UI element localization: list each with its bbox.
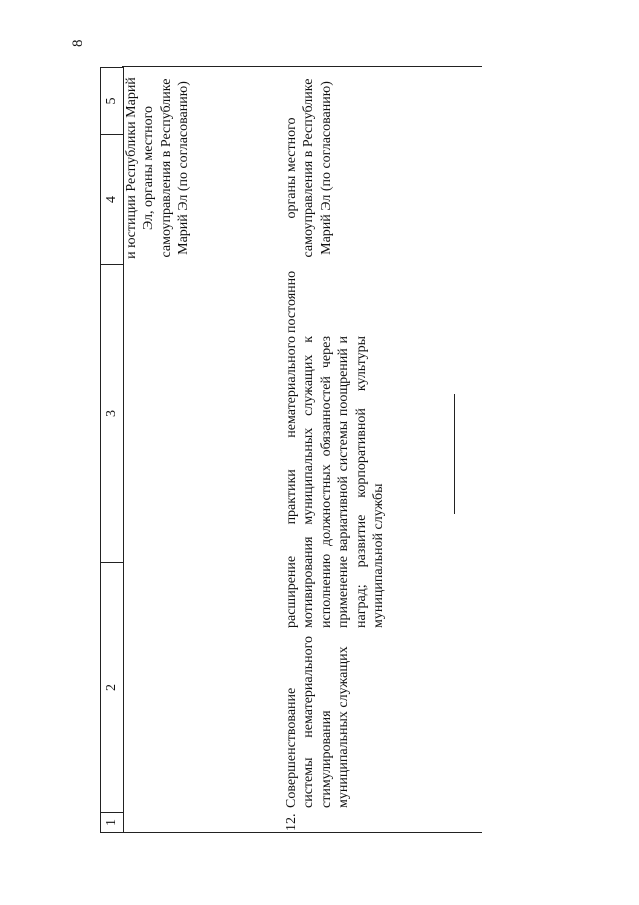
- table-left-border: [122, 832, 482, 833]
- end-of-document-line: [454, 394, 455, 514]
- table-header-row: [100, 67, 124, 833]
- continued-responsible-cell: и юстиции Республики Марий Эл, органы местного самоуправления в Республике Марий Эл (по согласованию): [124, 77, 192, 259]
- page-number: 8: [70, 39, 86, 47]
- row-number-cell: 12.: [284, 813, 299, 831]
- header-col-4: 4: [101, 135, 123, 265]
- header-col-5: 5: [101, 67, 123, 135]
- header-col-1: 1: [101, 813, 123, 833]
- measure-cell: Совершенствование системы нематериального стимулирования муниципальных служащих: [284, 636, 352, 808]
- table-right-border: [122, 66, 482, 67]
- header-col-3: 3: [101, 265, 123, 563]
- header-col-2: 2: [101, 563, 123, 813]
- content-cell: расширение практики нематериального мотивирования муниципальных служащих к исполнению должностных обязанностей через применение вариативной системы поощрений и наград; развитие корпоративной культуры муниципальной службы: [284, 336, 387, 628]
- term-cell: постоянно: [284, 270, 299, 333]
- responsible-cell: органы местного самоуправления в Республике Марий Эл (по согласованию): [284, 78, 334, 258]
